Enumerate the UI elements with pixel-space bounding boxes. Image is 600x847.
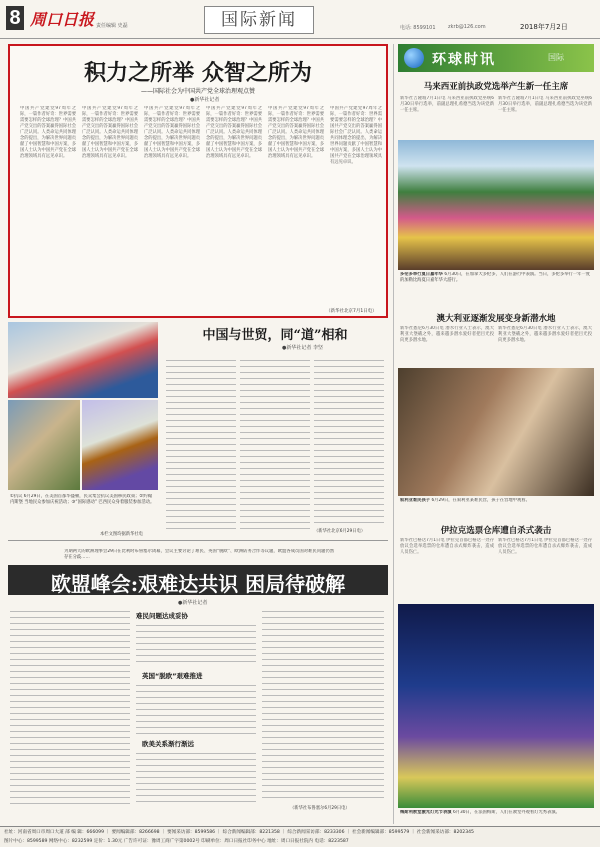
eu-summit-sub-2: 英国“脱欧”艰难推进: [142, 672, 203, 680]
australia-body-col-1: 新华社悉尼6月30日电 潜水行业人士表示，澳大利亚大堡礁之外，越来越多潜水爱好者把目光投向更多潜水地。: [400, 326, 494, 343]
china-wto-footer: （新华社北京6月29日电）: [314, 529, 366, 534]
footer-line-2: 图片中心：8599589 网络中心：8232599 定价：1.30元 广告许可证：豫周工商广字第0002号 印刷单位：周口日报社印务中心 地址：周口日报社院内 电话：8223587: [4, 839, 349, 844]
lead-body-col-6: 中国共产党建党97周年之际，一篇作者好奇：世界需要需要怎样的全球治理？中国共产党交出的答案赢得国际社会广泛认同。人类命运共同体理念的提出，为解决世界问题贡献了中国智慧和中国方案，多国人士认为中国共产党在全球治理领域具有远见卓识。: [330, 106, 382, 165]
malaysia-body-col-2: 新华社吉隆坡7月1日电 马来西亚前执政党巫统6月30日举行选举，前副总理扎希德当选为该党新一任主席。: [498, 96, 592, 113]
left-photo-caption: ①抗议 6月29日，在美国首都华盛顿，民众集会抗议美国移民政策；②约翰内斯堡 当地民众参加庆祝活动；③“国际感动” 巴西民众身着服装参加活动。: [10, 494, 155, 505]
eu-summit-sub-3: 欧美关系渐行渐远: [142, 740, 194, 748]
eu-summit-body-col-3: [262, 607, 384, 803]
china-wto-body-col-2: [240, 356, 310, 532]
masthead: [0, 0, 600, 40]
masthead-rule: [0, 38, 600, 39]
child-photo: [398, 368, 594, 496]
carnival-caption-label: 多伦多举行夏日嘉年华: [400, 272, 443, 277]
section-title: [204, 6, 314, 34]
lead-body-col-1: 中国共产党建党97周年之际，一篇作者好奇：世界需要需要怎样的全球治理？中国共产党交出的答案赢得国际社会广泛认同。人类命运共同体理念的提出，为解决世界问题贡献了中国智慧和中国方案，多国人士认为中国共产党在全球治理领域具有远见卓识。: [20, 106, 76, 159]
lead-footer: （新华社北京7月1日电）: [326, 309, 377, 314]
eu-summit-byline: ●新华社记者: [178, 600, 208, 606]
eu-summit-article: [8, 540, 388, 814]
china-wto-body-col-1: [166, 356, 236, 532]
lead-body-col-4: 中国共产党建党97周年之际，一篇作者好奇：世界需要需要怎样的全球治理？中国共产党交出的答案赢得国际社会广泛认同。人类命运共同体理念的提出，为解决世界问题贡献了中国智慧和中国方案，多国人士认为中国共产党在全球治理领域具有远见卓识。: [206, 106, 262, 159]
australia-title: 澳大利亚逐渐发展变身新潜水地: [436, 314, 556, 324]
lead-body-col-2: 中国共产党建党97周年之际，一篇作者好奇：世界需要需要怎样的全球治理？中国共产党交出的答案赢得国际社会广泛认同。人类命运共同体理念的提出，为解决世界问题贡献了中国智慧和中国方案，多国人士认为中国共产党在全球治理领域具有远见卓识。: [82, 106, 138, 159]
eu-summit-body-col-1: [10, 607, 130, 807]
paper-logo: 周口日报: [30, 10, 95, 29]
contact-email: zkrb@126.com: [448, 24, 486, 30]
church-caption-label: 梅斯利教堂激光灯光节表演: [400, 810, 452, 815]
child-caption: [400, 498, 592, 518]
lead-title: 积力之所举 众智之所为: [84, 60, 312, 86]
iraq-body-col-1: 新华社巴格达7月1日电 伊拉克首都巴格达一处存放议会选举选票的仓库遭自杀式爆炸袭击，造成人员伤亡。: [400, 538, 494, 555]
eu-summit-lead: 为期两天的欧洲理事会29日在比利时布鲁塞尔闭幕，会议主要讨论了难民、英国“脱欧”、欧洲防务合作等议题，欧盟各成员国对难民问题仍然存在分歧……: [64, 549, 334, 560]
intl-news-ribbon: 国际: [548, 53, 564, 62]
china-wto-body-col-3: [314, 356, 384, 524]
australia-body-col-2: 新华社悉尼6月30日电 潜水行业人士表示，澳大利亚大堡礁之外，越来越多潜水爱好者把目光投向更多潜水地。: [498, 326, 592, 343]
china-wto-article: [162, 322, 388, 538]
church-caption-text: 6月30日，在法国梅斯，人们在教堂外观看灯光秀表演。: [452, 810, 560, 815]
lead-body-col-5: 中国共产党建党97周年之际，一篇作者好奇：世界需要需要怎样的全球治理？中国共产党交出的答案赢得国际社会广泛认同。人类命运共同体理念的提出，为解决世界问题贡献了中国智慧和中国方案，多国人士认为中国共产党在全球治理领域具有远见卓识。: [268, 106, 324, 159]
issue-date: 2018年7月2日: [520, 23, 568, 31]
eu-summit-body-col-2c: [136, 749, 256, 807]
lead-body-col-3: 中国共产党建党97周年之际，一篇作者好奇：世界需要需要怎样的全球治理？中国共产党交出的答案赢得国际社会广泛认同。人类命运共同体理念的提出，为解决世界问题贡献了中国智慧和中国方案，多国人士认为中国共产党在全球治理领域具有远见卓识。: [144, 106, 200, 159]
malaysia-body-col-1: 新华社吉隆坡7月1日电 马来西亚前执政党巫统6月30日举行选举，前副总理扎希德当选为该党新一任主席。: [400, 96, 494, 113]
section-label: 国际新闻: [221, 10, 297, 30]
eu-summit-sub-1: 难民问题达成妥协: [136, 612, 188, 620]
left-photo-2: [8, 400, 80, 490]
malaysia-title: 马来西亚前执政党选举产生新一任主席: [423, 82, 569, 92]
lead-article: [8, 44, 388, 318]
eu-summit-footer: （新华社布鲁塞尔6月29日电）: [290, 806, 350, 811]
footer-line-1: 社址：河南省周口市周口大道 部 编 辑：666099 ｜ 要闻编辑部：8266698 ｜ 要闻采访部：8599586 ｜ 综合新闻编辑部：8221358 ｜ 综合新闻采访部：8233306 ｜ 社会新闻编辑部：8599579 ｜ 社会新闻采访部：8202345: [4, 830, 474, 835]
child-caption-label: 叙利亚难民孩子: [400, 498, 431, 503]
lead-byline: ●新华社记者: [190, 97, 220, 103]
church-photo: [398, 604, 594, 808]
eu-summit-title: 欧盟峰会:艰难达共识 困局待破解: [50, 572, 346, 596]
page-number: 8: [6, 6, 24, 30]
intl-news-header: [398, 44, 594, 72]
carnival-photo: [398, 140, 594, 270]
church-caption: [400, 810, 592, 824]
intl-news-label: 环球时讯: [432, 52, 496, 68]
left-photo-3: [82, 400, 158, 490]
iraq-body-col-2: 新华社巴格达7月1日电 伊拉克首都巴格达一处存放议会选举选票的仓库遭自杀式爆炸袭击，造成人员伤亡。: [498, 538, 592, 555]
iraq-title: 伊拉克选票仓库遭自杀式袭击: [440, 526, 552, 536]
carnival-caption-text: 6月30日，在加拿大多伦多，人们在游行中表演。当日，多伦多举行一年一度的加勒比海夏日嘉年华大游行。: [400, 272, 591, 283]
china-wto-byline: ●新华社记者 李坚: [282, 345, 323, 351]
footer: [0, 826, 600, 847]
column-divider: [393, 44, 394, 824]
carnival-caption: [400, 272, 592, 292]
eu-summit-body-col-2b: [136, 681, 256, 735]
lead-subtitle: ——国际社会为中国共产党全球治理观点赞: [140, 88, 255, 95]
editor-line: 责任编辑 史磊: [96, 23, 128, 29]
child-caption-text: 6月29日，在叙利亚某难民营，孩子在营地中观看。: [431, 498, 530, 503]
globe-icon: [404, 48, 424, 68]
china-wto-title: 中国与世贸，同“道”相和: [202, 328, 348, 343]
contact-phone: 电话: 8599101: [400, 25, 436, 31]
left-photo-footer: 本栏文图均据新华社电: [100, 532, 143, 537]
eu-summit-body-col-2: [136, 621, 256, 667]
left-photo-1: [8, 322, 158, 398]
